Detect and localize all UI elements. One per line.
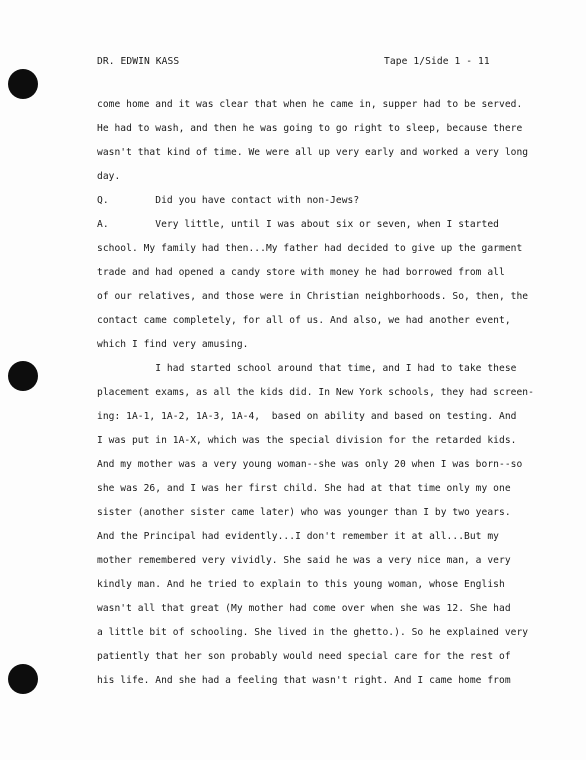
body-line: a little bit of schooling. She lived in the ghetto.). So he explained very <box>97 627 529 638</box>
question-line: Q. Did you have contact with non-Jews? <box>97 195 360 206</box>
body-line: day. <box>97 171 121 182</box>
body-line: trade and had opened a candy store with money he had borrowed from all <box>97 267 505 278</box>
body-line: And my mother was a very young woman--she was only 20 when I was born--so <box>97 459 523 470</box>
punch-hole-bottom <box>8 664 38 694</box>
body-line: I was put in 1A-X, which was the special division for the retarded kids. <box>97 435 517 446</box>
body-line: I had started school around that time, and I had to take these <box>97 363 517 374</box>
body-line: which I find very amusing. <box>97 339 249 350</box>
answer-line: A. Very little, until I was about six or seven, when I started <box>97 219 499 230</box>
body-line: And the Principal had evidently...I don't remember it at all...But my <box>97 531 499 542</box>
body-line: come home and it was clear that when he came in, supper had to be served. <box>97 99 523 110</box>
body-line: school. My family had then...My father had decided to give up the garment <box>97 243 523 254</box>
body-line: of our relatives, and those were in Christian neighborhoods. So, then, the <box>97 291 529 302</box>
body-line: she was 26, and I was her first child. She had at that time only my one <box>97 483 511 494</box>
body-line: patiently that her son probably would need special care for the rest of <box>97 651 511 662</box>
body-line: his life. And she had a feeling that wasn't right. And I came home from <box>97 675 511 686</box>
body-line: placement exams, as all the kids did. In New York schools, they had screen- <box>97 387 534 398</box>
body-line: ing: 1A-1, 1A-2, 1A-3, 1A-4, based on ability and based on testing. And <box>97 411 517 422</box>
punch-hole-top <box>8 69 38 99</box>
header-name: DR. EDWIN KASS <box>97 56 180 67</box>
punch-hole-middle <box>8 361 38 391</box>
body-line: contact came completely, for all of us. And also, we had another event, <box>97 315 511 326</box>
body-line: mother remembered very vividly. She said he was a very nice man, a very <box>97 555 511 566</box>
header-tape-side-page: Tape 1/Side 1 - 11 <box>384 56 490 67</box>
body-line: wasn't that kind of time. We were all up very early and worked a very long <box>97 147 529 158</box>
body-line: sister (another sister came later) who was younger than I by two years. <box>97 507 511 518</box>
body-line: wasn't all that great (My mother had come over when she was 12. She had <box>97 603 511 614</box>
body-line: kindly man. And he tried to explain to this young woman, whose English <box>97 579 505 590</box>
body-line: He had to wash, and then he was going to go right to sleep, because there <box>97 123 523 134</box>
